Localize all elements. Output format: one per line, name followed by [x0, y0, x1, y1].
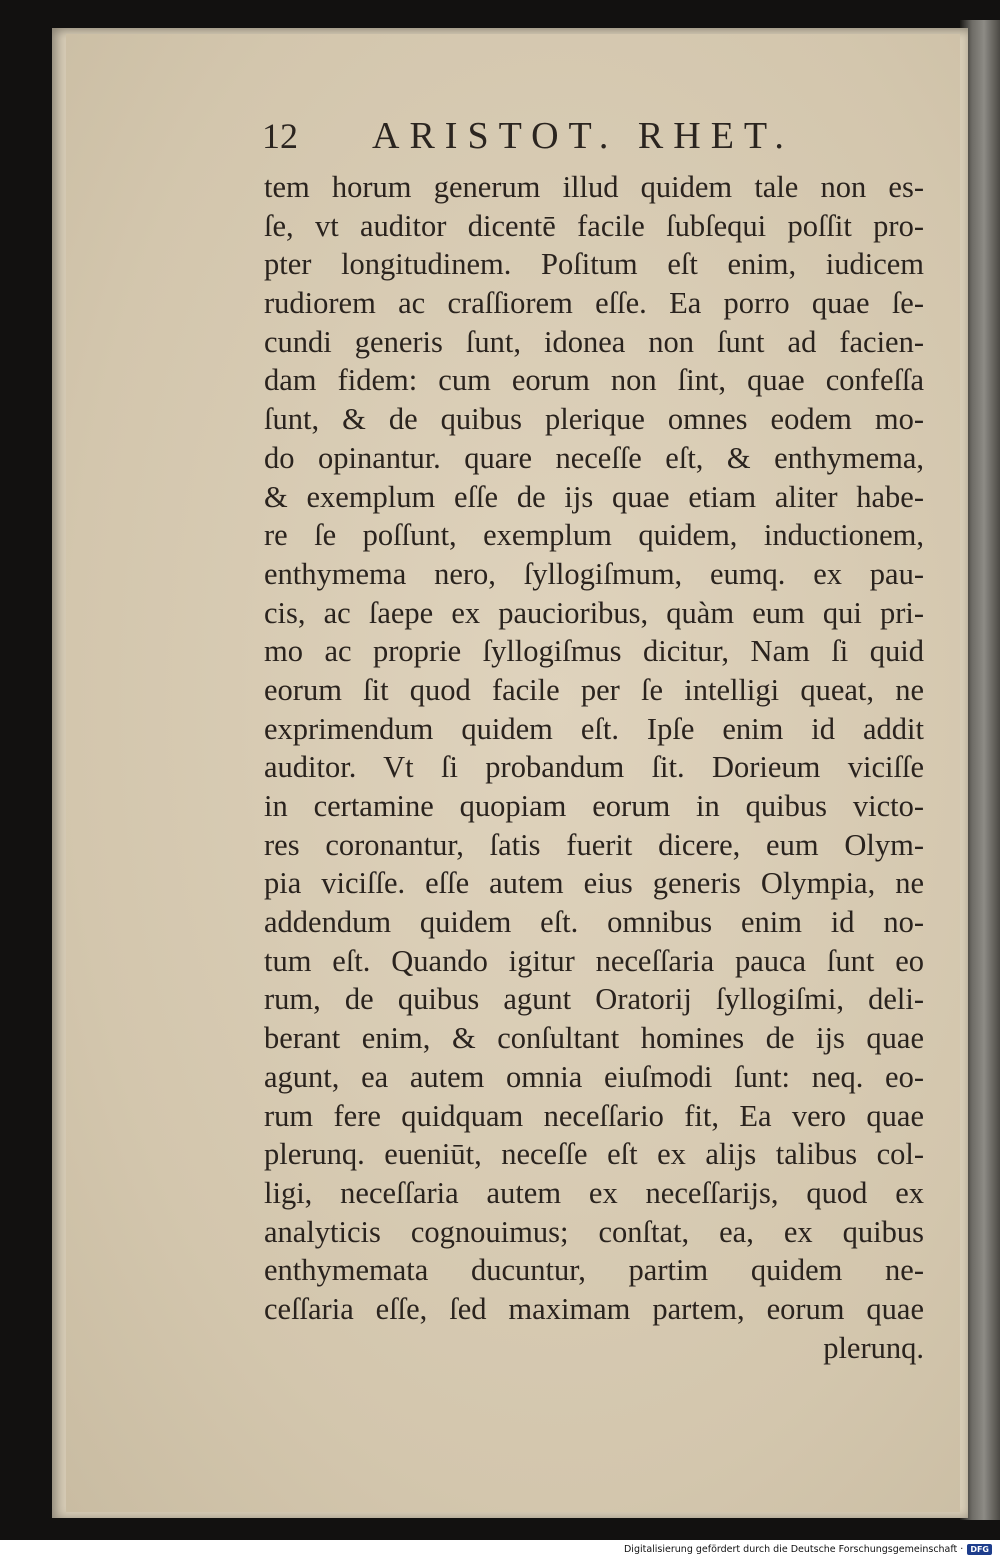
text-line: do opinantur. quare neceſſe eſt, & enthymema, [264, 440, 924, 475]
running-title: ARISTOT. RHET. [372, 115, 794, 157]
text-line: enthymema nero, ſyllogiſmum, eumq. ex pau- [264, 556, 924, 591]
text-line: eorum ſit quod facile per ſe intelligi queat, ne [264, 672, 924, 707]
text-line: mo ac proprie ſyllogiſmus dicitur, Nam ſi quid [264, 634, 924, 669]
text-line: plerunq. eueniūt, neceſſe eſt ex alijs talibus col- [264, 1137, 924, 1172]
text-line: & exemplum eſſe de ijs quae etiam aliter habe- [264, 479, 924, 514]
text-line: addendum quidem eſt. omnibus enim id no- [264, 905, 924, 940]
text-line: dam fidem: cum eorum non ſint, quae confeſſa [264, 363, 924, 398]
text-line: rum, de quibus agunt Oratorij ſyllogiſmi, deli- [264, 982, 924, 1017]
text-line: ligi, neceſſaria autem ex neceſſarijs, quod ex [264, 1175, 924, 1210]
text-line: ceſſaria eſſe, ſed maximam partem, eorum quae [264, 1291, 924, 1326]
text-line: enthymemata ducuntur, partim quidem ne- [264, 1253, 924, 1288]
text-line: exprimendum quidem eſt. Ipſe enim id addit [264, 711, 924, 746]
funding-notice: Digitalisierung gefördert durch die Deutsche Forschungsgemeinschaft · [623, 1544, 964, 1555]
running-head [262, 114, 842, 166]
text-line: agunt, ea autem omnia eiuſmodi ſunt: neq. eo- [264, 1059, 924, 1094]
text-line: ſunt, & de quibus plerique omnes eodem mo- [264, 402, 924, 437]
text-line: ſe, vt auditor dicentē facile ſubſequi poſſit pro- [264, 208, 924, 243]
text-line: pia viciſſe. eſſe autem eius generis Olympia, ne [264, 866, 924, 901]
body-text [264, 168, 924, 1367]
text-line: analyticis cognouimus; conſtat, ea, ex quibus [264, 1214, 924, 1249]
text-line: tem horum generum illud quidem tale non es- [264, 170, 924, 204]
text-line: berant enim, & conſultant homines de ijs quae [264, 1021, 924, 1056]
dfg-logo-icon: DFG [967, 1544, 992, 1555]
catchword: plerunq. [823, 1330, 924, 1365]
page-number: 12 [262, 116, 298, 156]
text-line: pter longitudinem. Poſitum eſt enim, iudicem [264, 247, 924, 282]
text-line: cundi generis ſunt, idonea non ſunt ad facien- [264, 324, 924, 359]
text-line: auditor. Vt ſi probandum ſit. Dorieum viciſſe [264, 750, 924, 785]
text-line: cis, ac ſaepe ex paucioribus, quàm eum qui pri- [264, 595, 924, 630]
text-line: rudiorem ac craſſiorem eſſe. Ea porro quae ſe- [264, 286, 924, 321]
text-line: rum fere quidquam neceſſario fit, Ea vero quae [264, 1098, 924, 1133]
text-line: tum eſt. Quando igitur neceſſaria pauca ſunt eo [264, 943, 924, 978]
digitization-footer [0, 1540, 1000, 1559]
text-line: res coronantur, ſatis fuerit dicere, eum Olym- [264, 827, 924, 862]
text-line: in certamine quopiam eorum in quibus victo- [264, 789, 924, 823]
text-line: re ſe poſſunt, exemplum quidem, inductionem, [264, 518, 924, 553]
